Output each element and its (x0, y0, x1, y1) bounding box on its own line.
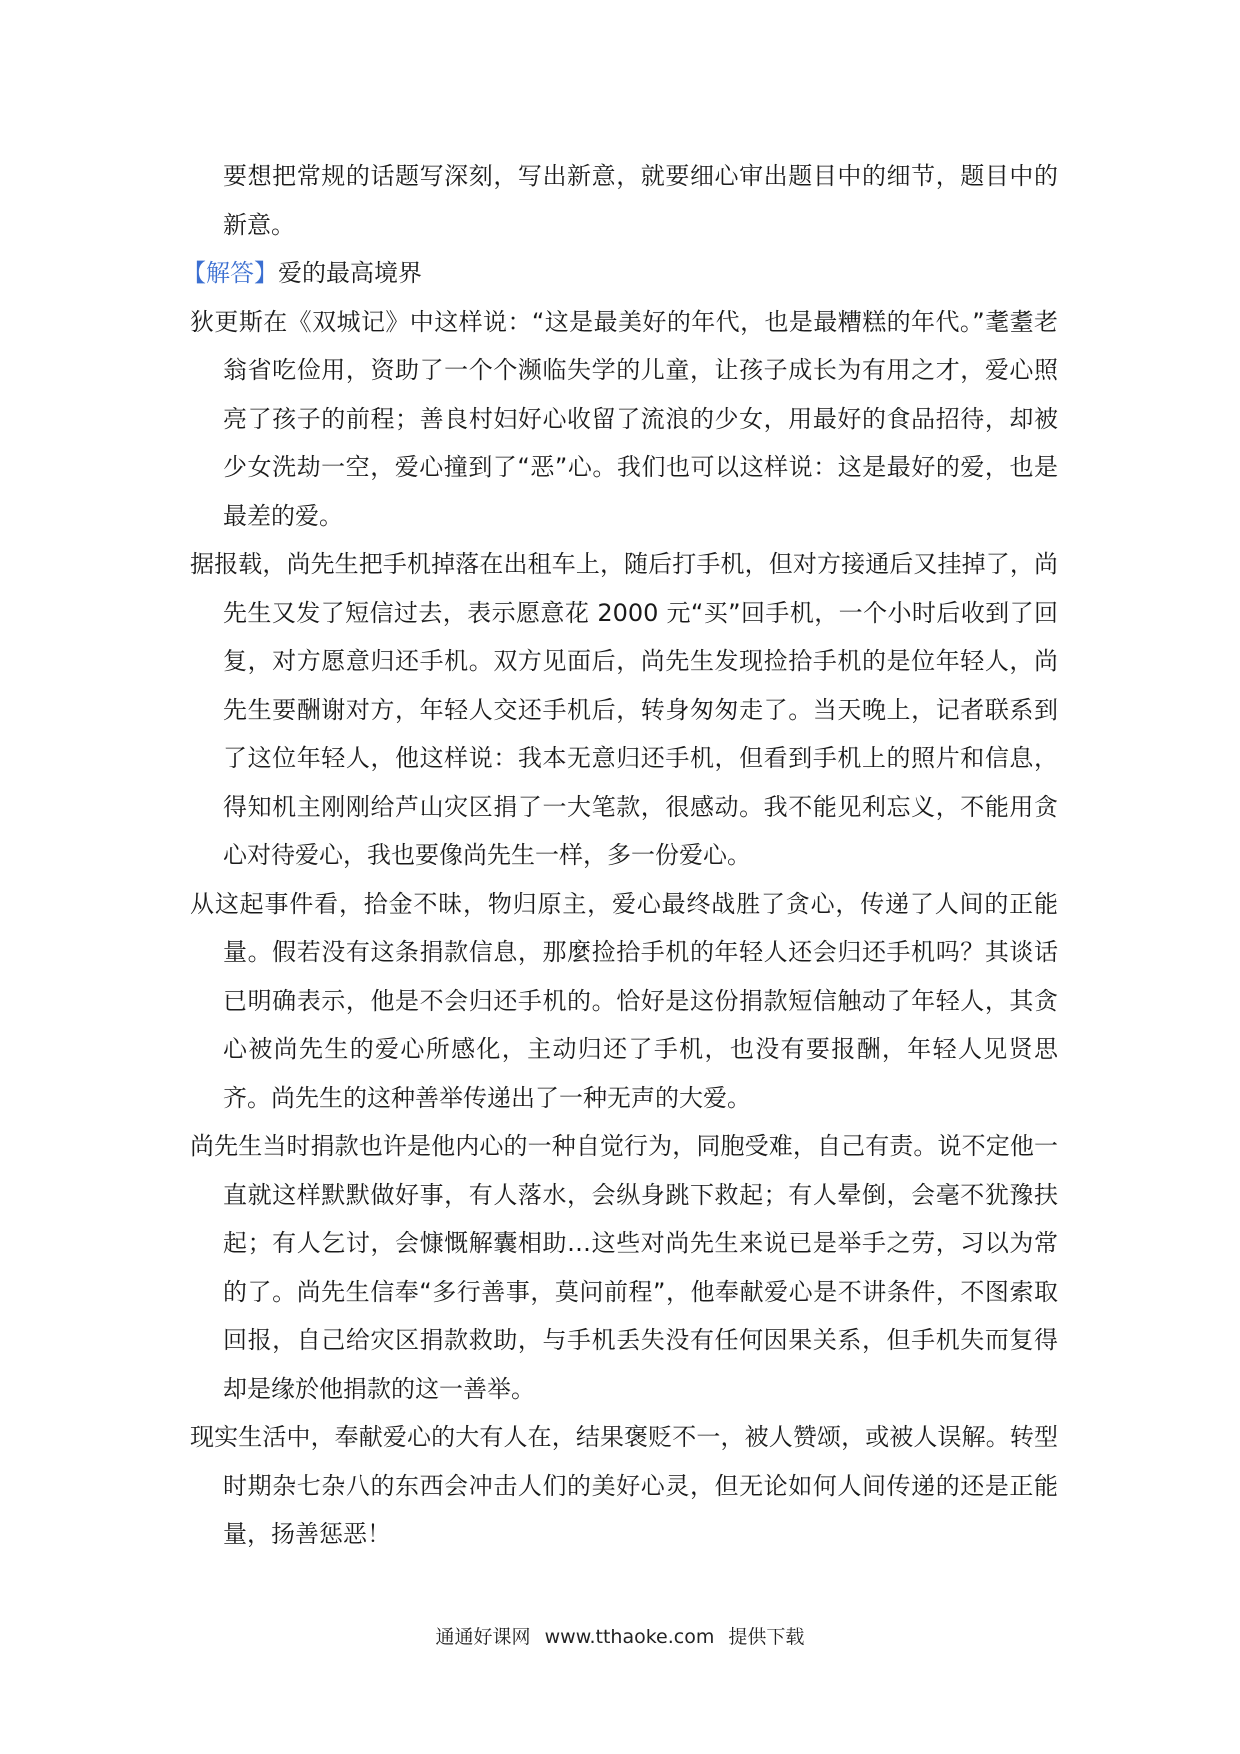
essay-paragraph-5: 现实生活中，奉献爱心的大有人在，结果褒贬不一，被人赞颂，或被人误解。转型时期杂七杂八的东西会冲击人们的美好心灵，但无论如何人间传递的还是正能量，扬善惩恶！ (190, 1423, 1058, 1548)
essay-paragraph-2: 据报载，尚先生把手机掉落在出租车上，随后打手机，但对方接通后又挂掉了，尚先生又发了短信过去，表示愿意花 2000 元“买”回手机，一个小时后收到了回复，对方愿意归还手机。双方见面后，尚先生发现捡拾手机的是位年轻人，尚先生要酬谢对方，年轻人交还手机后，转身匆匆走了。当天晚上，记者联系到了这位年轻人，他这样说：我本无意归还手机，但看到手机上的照片和信息，得知机主刚刚给芦山灾区捐了一大笔款，很感动。我不能见利忘义，不能用贪心对待爱心，我也要像尚先生一样，多一份爱心。 (190, 550, 1058, 869)
document-body (182, 152, 1058, 1559)
essay-paragraph-3: 从这起事件看，拾金不昧，物归原主，爱心最终战胜了贪心，传递了人间的正能量。假若没有这条捐款信息，那麼捡拾手机的年轻人还会归还手机吗？其谈话已明确表示，他是不会归还手机的。恰好是这份捐款短信触动了年轻人，其贪心被尚先生的爱心所感化，主动归还了手机，也没有要报酬，年轻人见贤思齐。尚先生的这种善举传递出了一种无声的大爱。 (190, 889, 1058, 1112)
intro-paragraph: 要想把常规的话题写深刻，写出新意，就要细心审出题目中的细节，题目中的新意。 (223, 162, 1058, 239)
footer-url[interactable]: www.tthaoke.com (544, 1626, 715, 1648)
answer-tag: 【解答】 (182, 259, 278, 287)
essay-paragraph-4: 尚先生当时捐款也许是他内心的一种自觉行为，同胞受难，自己有责。说不定他一直就这样默默做好事，有人落水，会纵身跳下救起；有人晕倒，会毫不犹豫扶起；有人乞讨，会慷慨解囊相助…这些对尚先生来说已是举手之劳，习以为常的了。尚先生信奉“多行善事，莫问前程”，他奉献爱心是不讲条件，不图索取回报，自己给灾区捐款救助，与手机丢失没有任何因果关系，但手机失而复得却是缘於他捐款的这一善举。 (190, 1132, 1058, 1403)
page-footer (0, 1622, 1240, 1649)
footer-site-name: 通通好课网 (435, 1626, 531, 1648)
footer-note: 提供下载 (728, 1626, 805, 1648)
essay-paragraph-1: 狄更斯在《双城记》中这样说：“这是最美好的年代，也是最糟糕的年代。”耄耋老翁省吃俭用，资助了一个个濒临失学的儿童，让孩子成长为有用之才，爱心照亮了孩子的前程；善良村妇好心收留了流浪的少女，用最好的食品招待，却被少女洗劫一空，爱心撞到了“恶”心。我们也可以这样说：这是最好的爱，也是最差的爱。 (190, 307, 1058, 530)
essay-title: 爱的最高境界 (278, 259, 422, 287)
answer-heading (182, 249, 1058, 298)
